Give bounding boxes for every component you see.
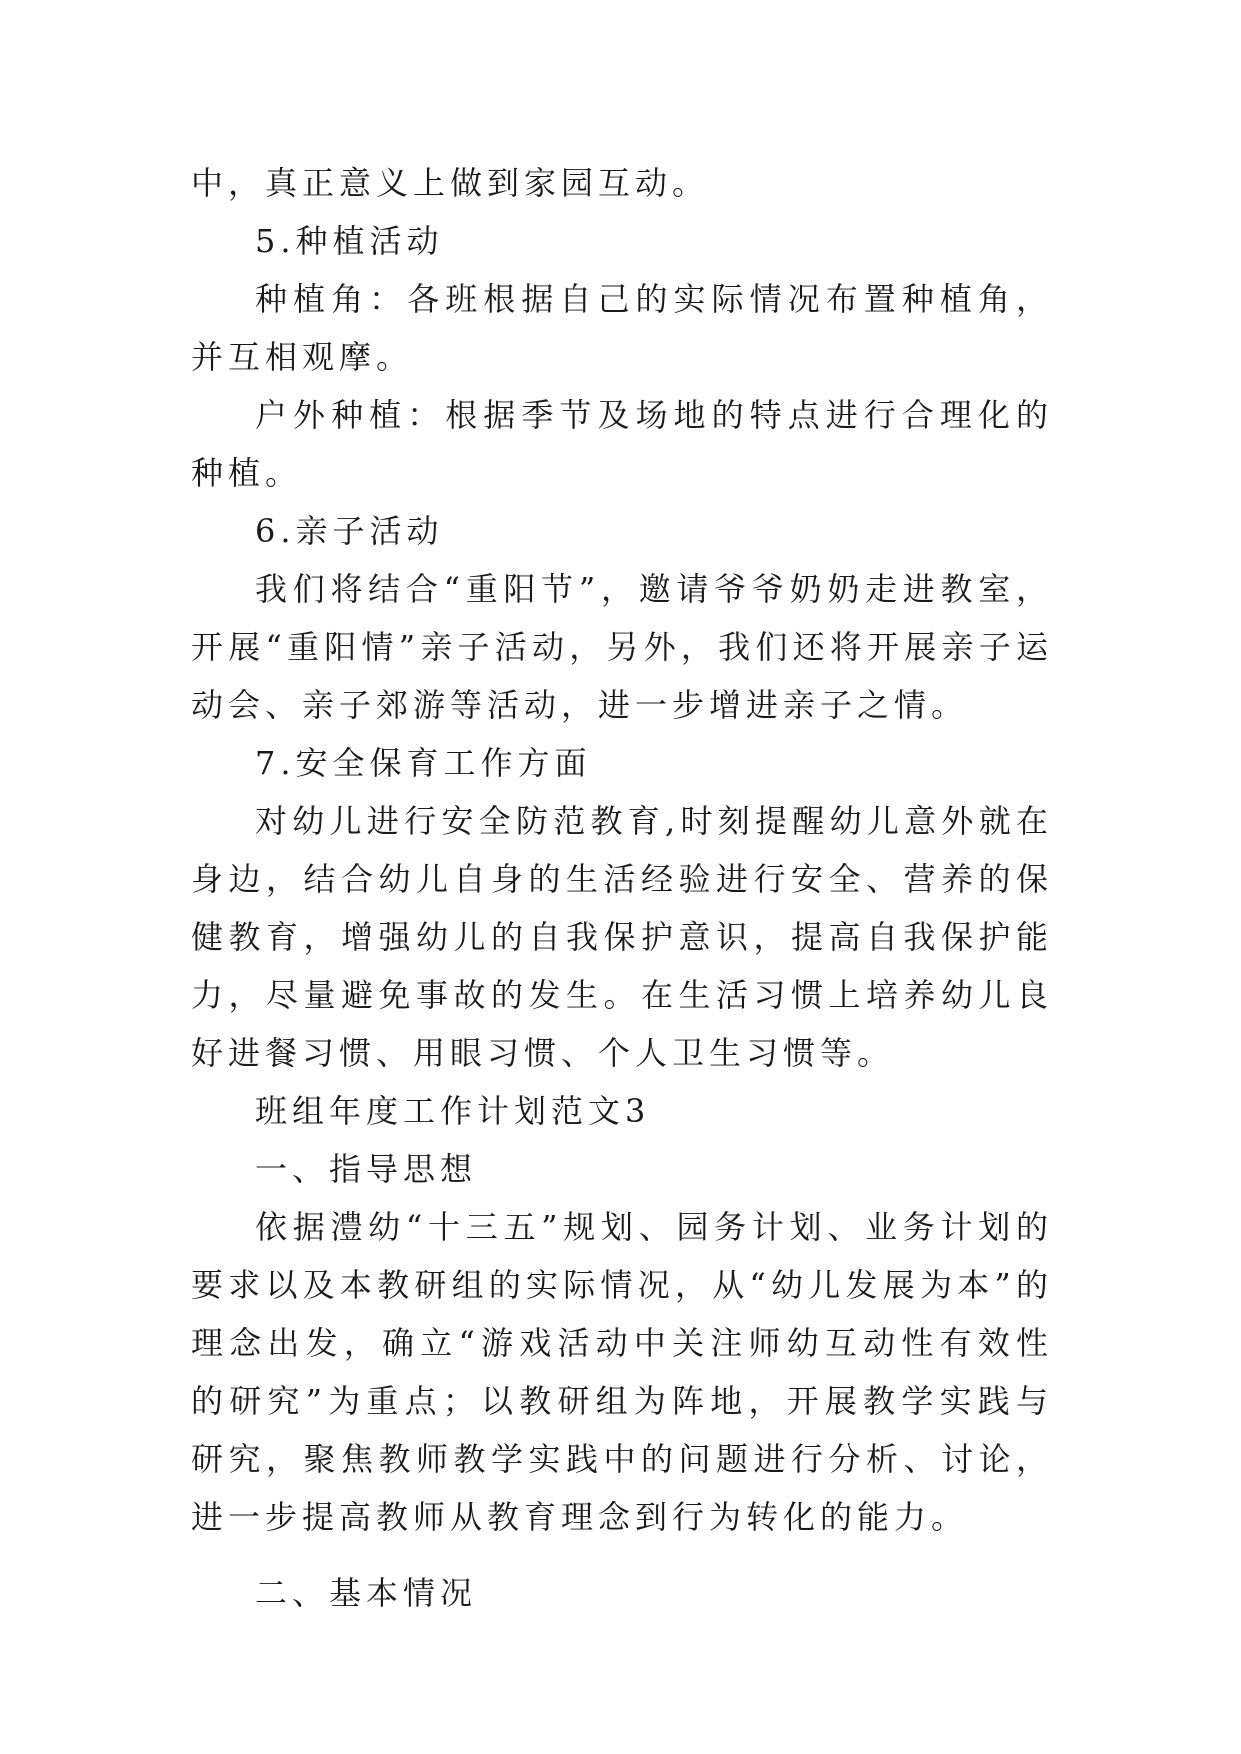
paragraph-guiding-ideology: 依据澧幼“十三五”规划、园务计划、业务计划的要求以及本教研组的实际情况，从“幼儿发展为本”的理念出发，确立“游戏活动中关注师幼互动性有效性的研究”为重点；以教研组为阵地，开展教学实践与研究，聚焦教师教学实践中的问题进行分析、讨论，进一步提高教师从教育理念到行为转化的能力。	[191, 1208, 1053, 1536]
heading-sample-3: 班组年度工作计划范文3	[255, 1092, 651, 1130]
paragraph-continuation: 中，真正意义上做到家园互动。	[191, 164, 710, 202]
paragraph-planting-corner: 种植角：各班根据自己的实际情况布置种植角，并互相观摩。	[191, 280, 1053, 376]
heading-safety-care: 7.安全保育工作方面	[255, 744, 592, 782]
document-body	[191, 154, 1053, 1622]
paragraph-safety-care: 对幼儿进行安全防范教育,时刻提醒幼儿意外就在身边，结合幼儿自身的生活经验进行安全、营养的保健教育，增强幼儿的自我保护意识，提高自我保护能力，尽量避免事故的发生。在生活习惯上培养幼儿良好进餐习惯、用眼习惯、个人卫生习惯等。	[191, 802, 1053, 1072]
heading-planting-activities: 5.种植活动	[255, 222, 444, 260]
heading-parent-child-activities: 6.亲子活动	[255, 512, 444, 550]
paragraph-outdoor-planting: 户外种植：根据季节及场地的特点进行合理化的种植。	[191, 396, 1053, 492]
heading-basic-situation: 二、基本情况	[255, 1574, 478, 1612]
paragraph-parent-child: 我们将结合“重阳节”，邀请爷爷奶奶走进教室，开展“重阳情”亲子活动，另外，我们还将开展亲子运动会、亲子郊游等活动，进一步增进亲子之情。	[191, 570, 1053, 724]
heading-guiding-ideology: 一、指导思想	[255, 1150, 478, 1188]
